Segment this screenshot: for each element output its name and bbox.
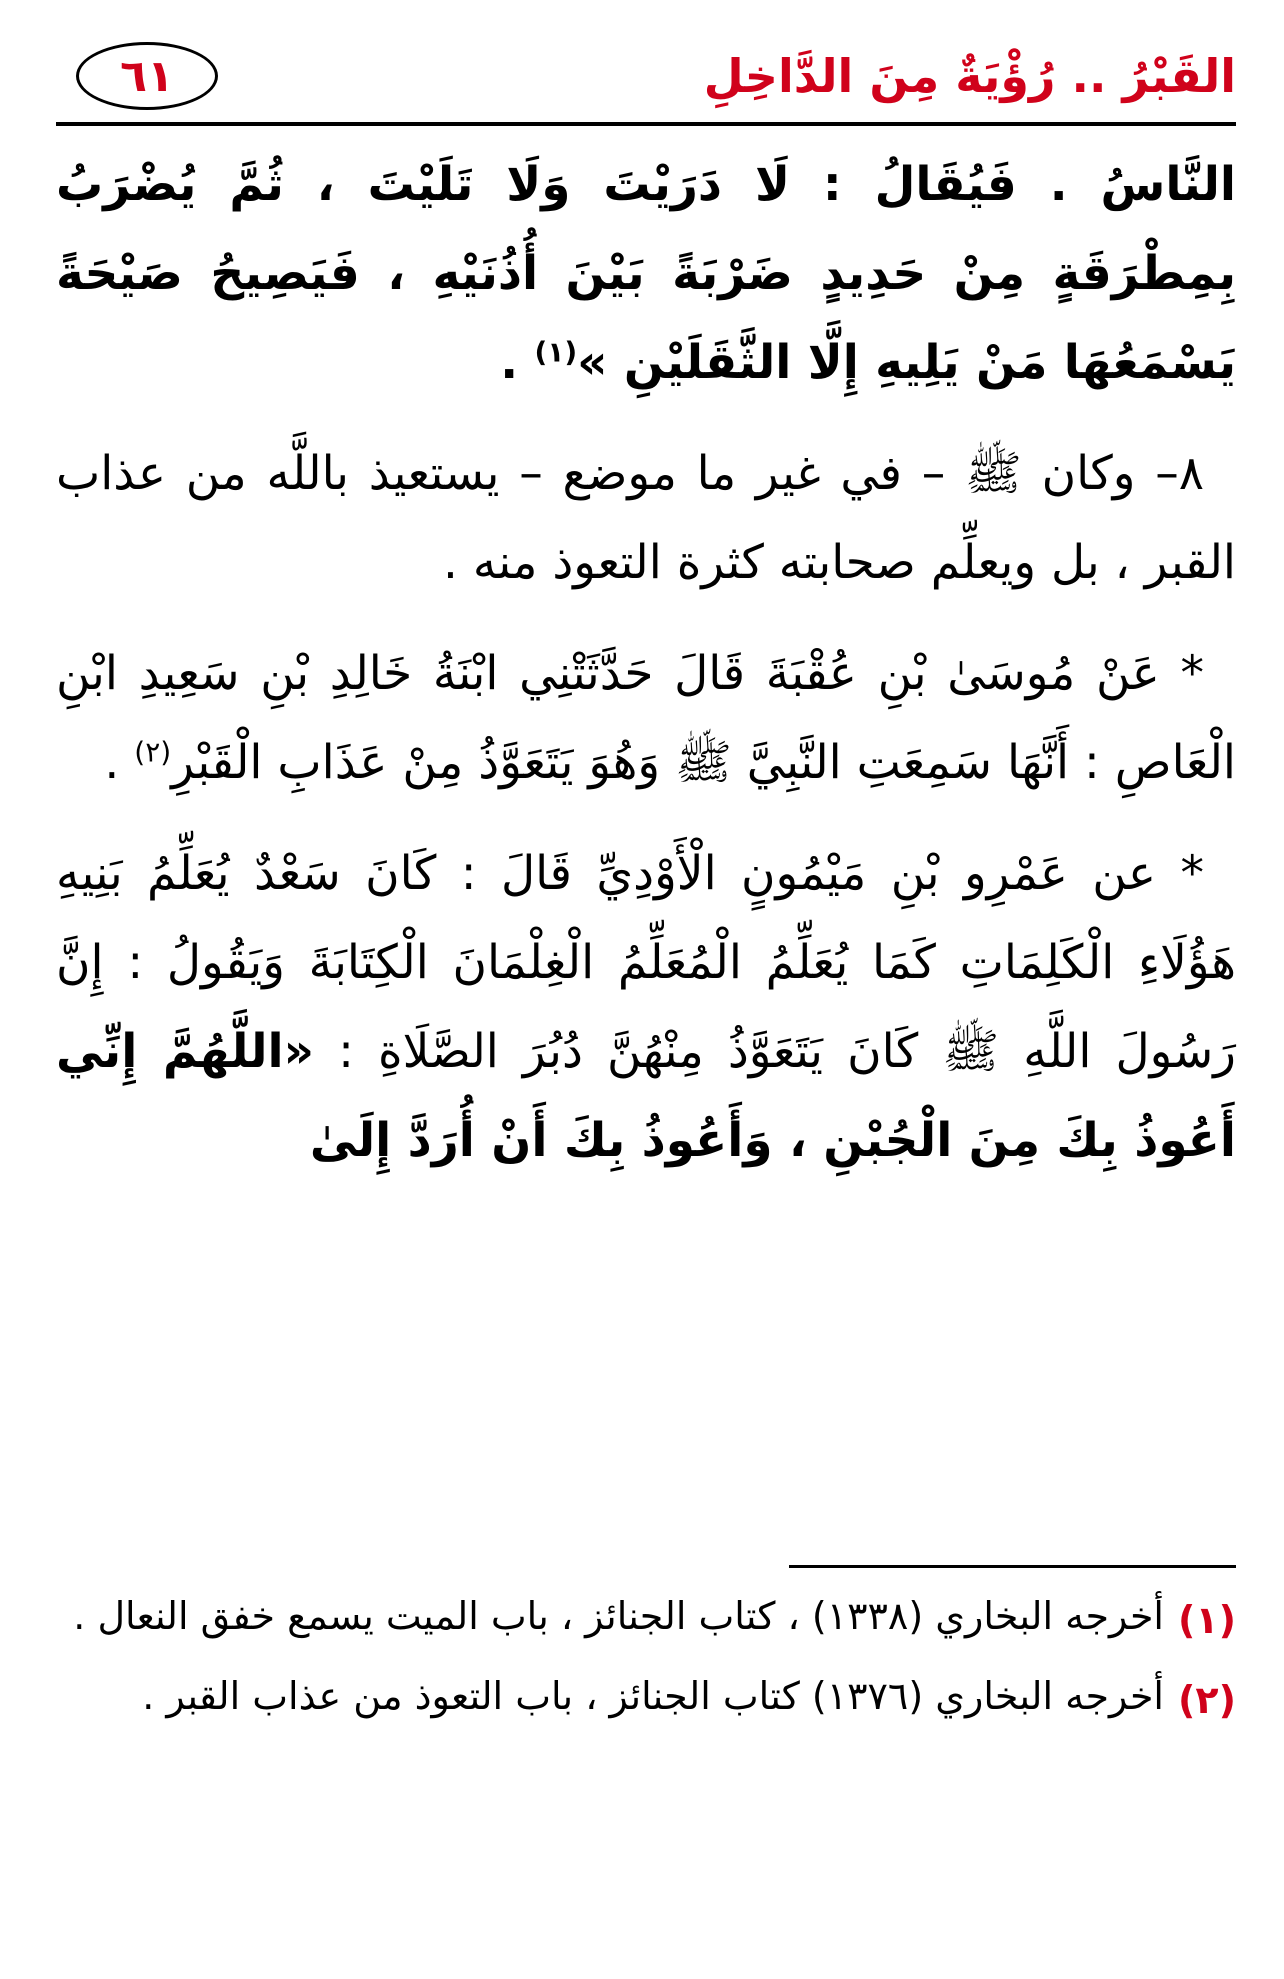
paragraph-3 xyxy=(56,629,1236,807)
page-header xyxy=(56,36,1236,126)
footnote-2-text: أخرجه البخاري (١٣٧٦) كتاب الجنائز ، باب التعوذ من عذاب القبر . xyxy=(142,1674,1164,1718)
paragraph-1-end: . xyxy=(500,335,535,390)
header-divider xyxy=(56,122,1236,126)
footnote-2-number: (٢) xyxy=(1178,1678,1236,1722)
footnotes xyxy=(56,1580,1236,1740)
footnote-ref-2: (٢) xyxy=(134,735,172,769)
running-title: القَبْرُ .. رُؤْيَةٌ مِنَ الدَّاخِلِ xyxy=(703,49,1236,103)
footnote-1-number: (١) xyxy=(1178,1598,1236,1642)
paragraph-1 xyxy=(56,140,1236,407)
dua-text: «اللَّهُمَّ إِنِّي أَعُوذُ بِكَ مِنَ الْجُبْنِ ، وَأَعُوذُ بِكَ أَنْ أُرَدَّ إِلَىٰ xyxy=(56,1024,1236,1168)
paragraph-3-text: * عَنْ مُوسَىٰ بْنِ عُقْبَةَ قَالَ حَدَّثَتْنِي ابْنَةُ خَالِدِ بْنِ سَعِيدِ ابْنِ الْعَاصِ : أَنَّهَا سَمِعَتِ النَّبِيَّ ﷺ وَهُوَ يَتَعَوَّذُ مِنْ عَذَابِ الْقَبْرِ xyxy=(56,646,1236,790)
paragraph-2 xyxy=(56,429,1236,607)
page xyxy=(56,0,1236,1979)
paragraph-4 xyxy=(56,829,1236,1185)
page-number-badge xyxy=(76,42,218,110)
paragraph-3-end: . xyxy=(104,735,135,790)
paragraph-1-text: النَّاسُ . فَيُقَالُ : لَا دَرَيْتَ وَلَا تَلَيْتَ ، ثُمَّ يُضْرَبُ بِمِطْرَقَةٍ مِنْ حَدِيدٍ ضَرْبَةً بَيْنَ أُذُنَيْهِ ، فَيَصِيحُ صَيْحَةً يَسْمَعُهَا مَنْ يَلِيهِ إِلَّا الثَّقَلَيْنِ » xyxy=(56,157,1236,390)
page-number: ٦١ xyxy=(120,50,174,102)
main-text xyxy=(56,140,1236,1207)
paragraph-4-text: * عن عَمْرِو بْنِ مَيْمُونٍ الْأَوْدِيِّ قَالَ : كَانَ سَعْدٌ يُعَلِّمُ بَنِيهِ هَؤُلَاءِ الْكَلِمَاتِ كَمَا يُعَلِّمُ الْمُعَلِّمُ الْغِلْمَانَ الْكِتَابَةَ وَيَقُولُ : إِنَّ رَسُولَ اللَّهِ ﷺ كَانَ يَتَعَوَّذُ مِنْهُنَّ دُبُرَ الصَّلَاةِ : xyxy=(56,846,1236,1079)
footnote-2 xyxy=(56,1660,1236,1732)
footnote-divider xyxy=(789,1565,1236,1568)
paragraph-2-text: ٨– وكان ﷺ – في غير ما موضع – يستعيذ باللَّه من عذاب القبر ، بل ويعلِّم صحابته كثرة التعوذ منه . xyxy=(56,446,1236,590)
footnote-1 xyxy=(56,1580,1236,1652)
footnote-ref-1: (١) xyxy=(534,335,578,369)
footnote-1-text: أخرجه البخاري (١٣٣٨) ، كتاب الجنائز ، باب الميت يسمع خفق النعال . xyxy=(73,1594,1164,1638)
